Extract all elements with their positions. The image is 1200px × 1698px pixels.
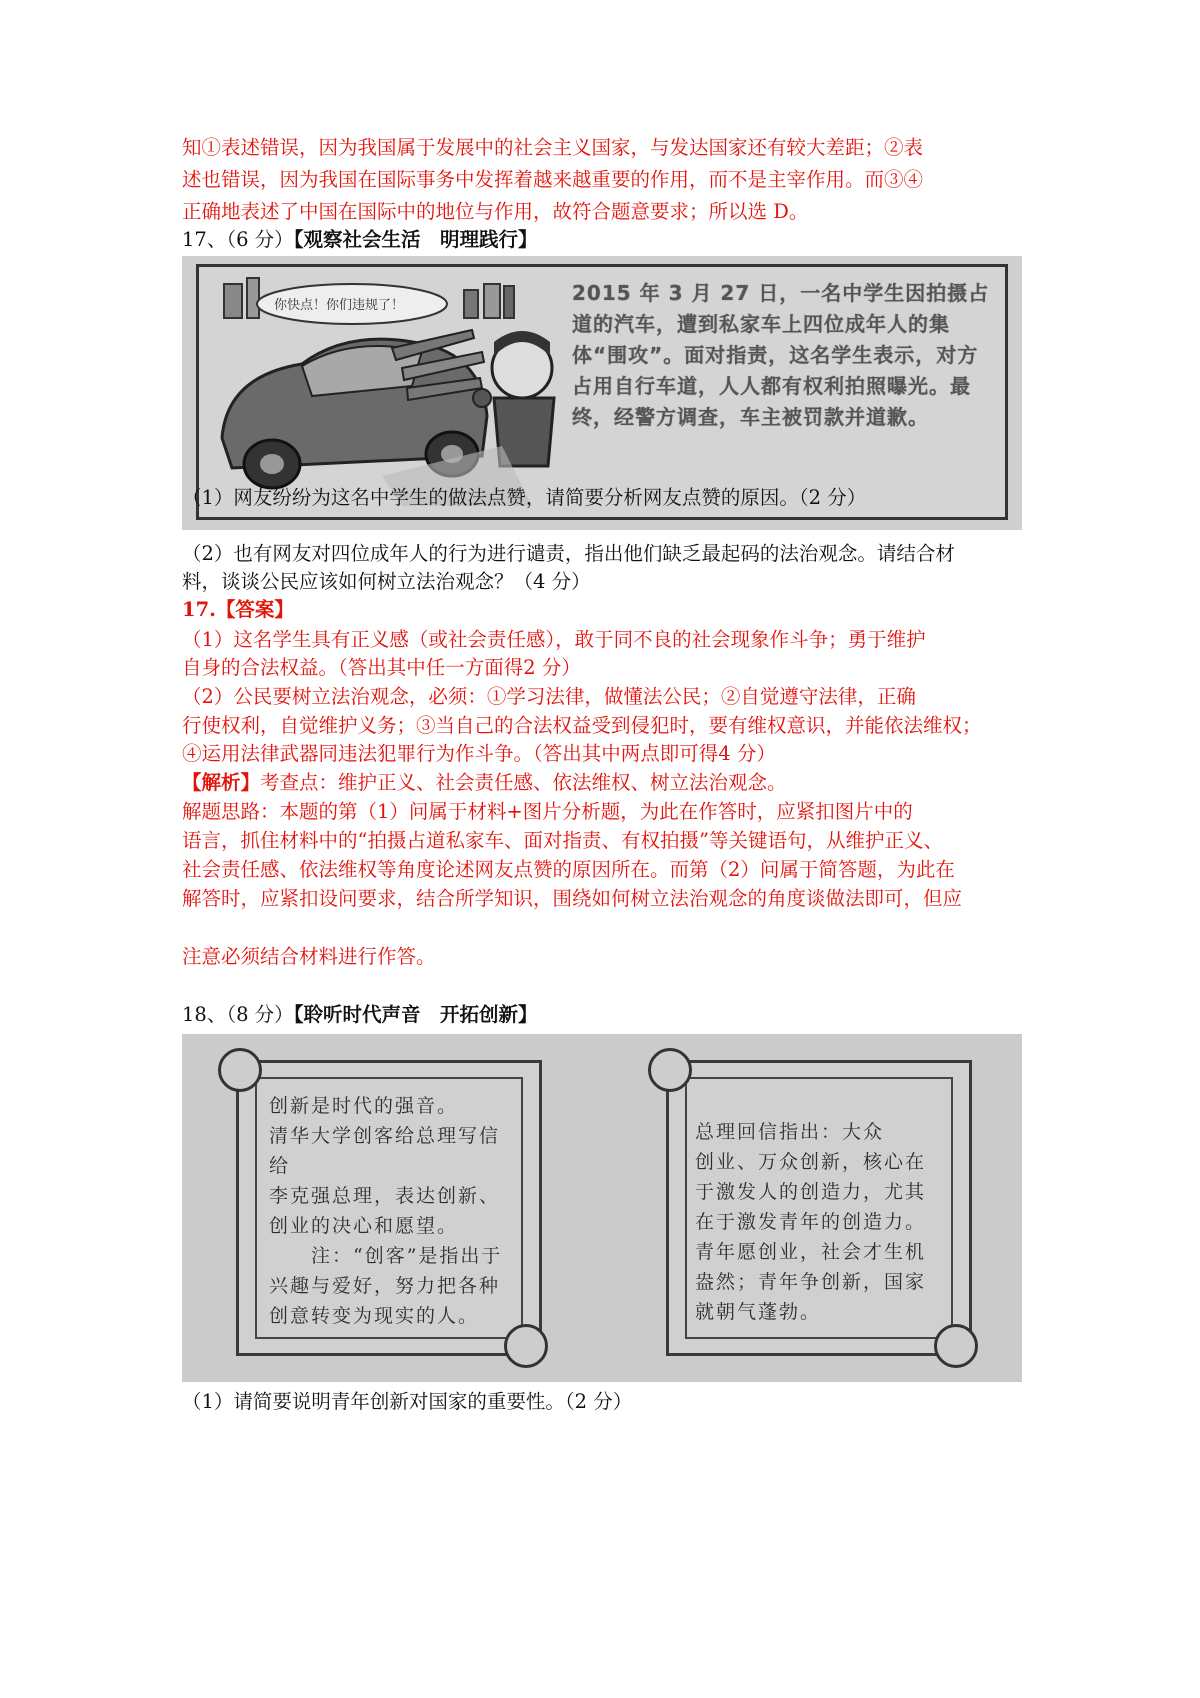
- q17-answer-2-line-2: 行使权利，自觉维护义务；③当自己的合法权益受到侵犯时，要有维权意识，并能依法维权；: [182, 714, 982, 737]
- comic-speech-text: 你快点！你们违规了！: [274, 298, 405, 313]
- comic-caption: 2015 年 3 月 27 日，一名中学生因拍摄占道的汽车，遭到私家车上四位成年人的集体“围攻”。面对指责，这名学生表示，对方占用自行车道，人人都有权利拍照曝光。最终，经警方调查，车主被罚款并道歉。: [572, 281, 990, 429]
- analysis-line-2: 述也错误，因为我国在国际事务中发挥着越来越重要的作用，而不是主宰作用。而③④: [182, 168, 924, 191]
- q17-idea-line-3: 社会责任感、依法维权等角度论述网友点赞的原因所在。而第（2）问属于简答题，为此在: [182, 858, 955, 881]
- q17-analysis: [182, 771, 787, 795]
- left-scroll-line: 注：“创客”是指出于: [269, 1245, 503, 1267]
- q17-answer-2-line-3: ④运用法律武器同违法犯罪行为作斗争。（答出其中两点即可得4 分）: [182, 742, 776, 765]
- q17-idea-line-2: 语言，抓住材料中的“拍摄占道私家车、面对指责、有权拍摄”等关键语句，从维护正义、: [182, 829, 943, 852]
- q17-score: （6 分）: [226, 228, 294, 251]
- left-scroll-curl-bottom: [504, 1324, 548, 1368]
- q18-scroll-panel: [182, 1034, 1022, 1382]
- q18-heading: [182, 1003, 537, 1027]
- q17-answer-1-line-1: （1）这名学生具有正义感（或社会责任感），敢于同不良的社会现象作斗争；勇于维护: [182, 628, 926, 651]
- left-scroll-line: 创业的决心和愿望。: [269, 1215, 459, 1237]
- right-scroll-line: 盎然；青年争创新，国家: [695, 1271, 927, 1293]
- right-scroll-text: [695, 1117, 955, 1327]
- q17-idea-line-5: 注意必须结合材料进行作答。: [182, 945, 436, 968]
- q17-answer-1-line-2: 自身的合法权益。（答出其中任一方面得2 分）: [182, 656, 581, 679]
- q18-sub-1: （1）请简要说明青年创新对国家的重要性。（2 分）: [182, 1390, 633, 1413]
- left-scroll: [236, 1060, 542, 1356]
- left-scroll-line: 李克强总理，表达创新、: [269, 1185, 501, 1207]
- q17-idea-line-4: 解答时，应紧扣设问要求，结合所学知识，围绕如何树立法治观念的角度谈做法即可，但应: [182, 887, 963, 910]
- right-scroll-curl-bottom: [934, 1324, 978, 1368]
- q17-theme: 【观察社会生活 明理践行】: [293, 228, 538, 251]
- q18-number: 18、: [182, 1003, 227, 1026]
- q17-analysis-points: 考查点：维护正义、社会责任感、依法维权、树立法治观念。: [260, 771, 787, 794]
- right-scroll: [666, 1060, 972, 1356]
- q17-number: 17、: [182, 228, 227, 251]
- left-scroll-line: 创意转变为现实的人。: [269, 1305, 480, 1327]
- right-scroll-line: 创业、万众创新，核心在: [695, 1151, 927, 1173]
- right-scroll-line: 就朝气蓬勃。: [695, 1301, 822, 1323]
- analysis-line-3: 正确地表述了中国在国际中的地位与作用，故符合题意要求；所以选 D。: [182, 200, 809, 223]
- left-scroll-text: [269, 1091, 519, 1331]
- q17-heading: [182, 228, 537, 252]
- right-scroll-line: 青年愿创业，社会才生机: [695, 1241, 927, 1263]
- right-scroll-line: 于激发人的创造力，尤其: [695, 1181, 927, 1203]
- right-scroll-curl-top: [648, 1048, 692, 1092]
- analysis-line-1: 知①表述错误，因为我国属于发展中的社会主义国家，与发达国家还有较大差距；②表: [182, 136, 924, 159]
- right-scroll-line: 总理回信指出：大众: [695, 1121, 885, 1143]
- right-scroll-line: 在于激发青年的创造力。: [695, 1211, 927, 1233]
- q17-analysis-label: 【解析】: [182, 771, 261, 794]
- q17-sub-1: （1）网友纷纷为这名中学生的做法点赞，请简要分析网友点赞的原因。（2 分）: [182, 486, 867, 509]
- left-scroll-curl-top: [218, 1048, 262, 1092]
- q17-answer-title: 17.【答案】: [182, 598, 294, 621]
- left-scroll-line: 创新是时代的强音。: [269, 1095, 459, 1117]
- q18-score: （8 分）: [226, 1003, 294, 1026]
- q17-idea-line-1: 解题思路：本题的第（1）问属于材料+图片分析题，为此在作答时，应紧扣图片中的: [182, 800, 913, 823]
- q17-sub-2-line-1: （2）也有网友对四位成年人的行为进行谴责，指出他们缺乏最起码的法治观念。请结合材: [182, 542, 955, 565]
- q17-answer-2-line-1: （2）公民要树立法治观念，必须：①学习法律，做懂法公民；②自觉遵守法律，正确: [182, 685, 916, 708]
- q18-theme: 【聆听时代声音 开拓创新】: [293, 1003, 538, 1026]
- left-scroll-line: 清华大学创客给总理写信给: [269, 1125, 501, 1177]
- q17-sub-2-line-2: 料，谈谈公民应该如何树立法治观念？（4 分）: [182, 570, 591, 593]
- left-scroll-line: 兴趣与爱好，努力把各种: [269, 1275, 501, 1297]
